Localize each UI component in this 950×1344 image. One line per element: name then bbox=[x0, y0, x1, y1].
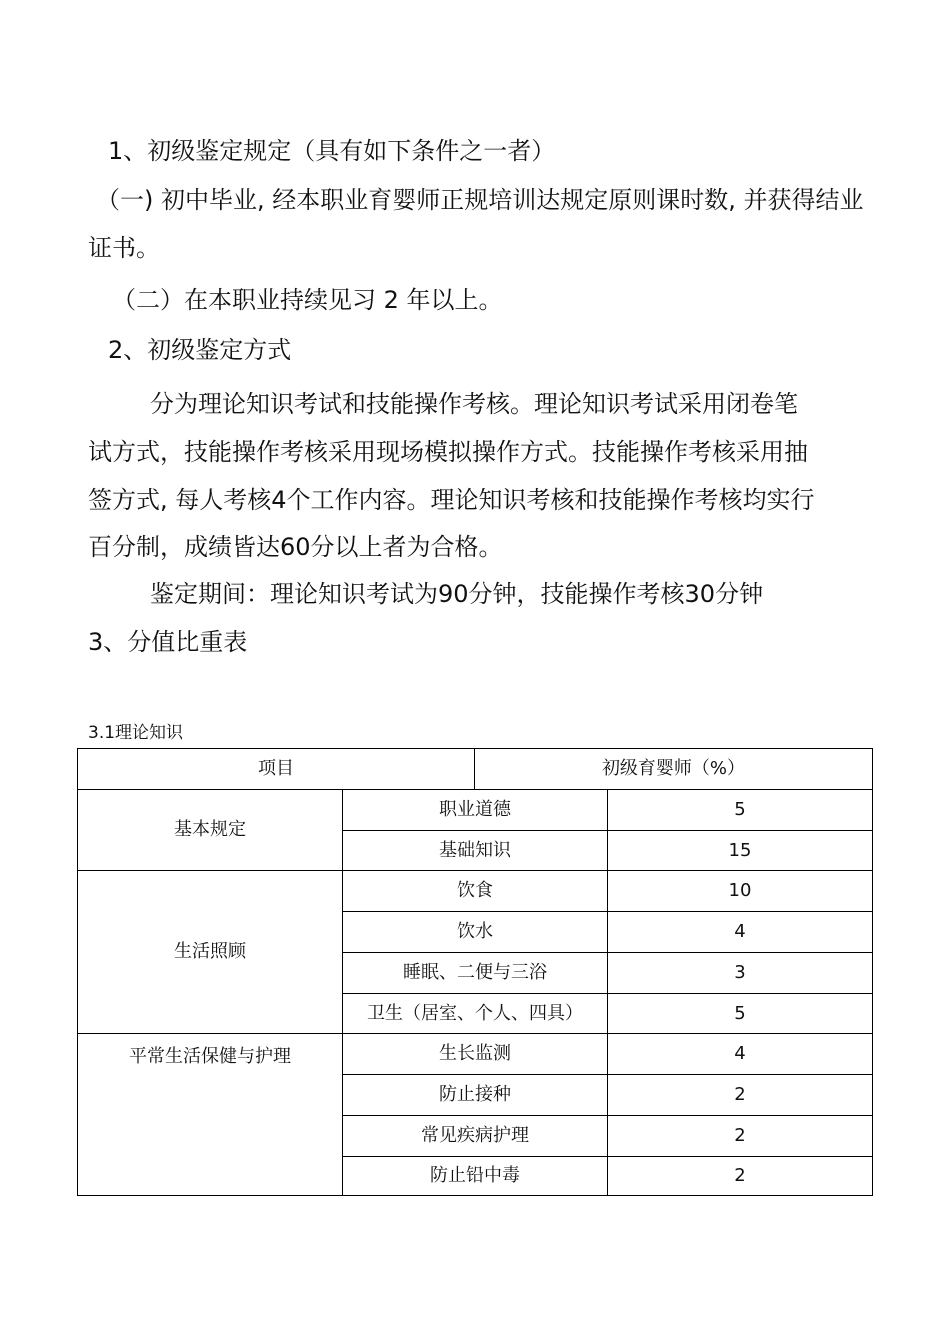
group-name: 平常生活保健与护理 bbox=[77, 1033, 343, 1196]
condition-1-line-2: 证书。 bbox=[88, 234, 160, 262]
table-row-value: 5 bbox=[607, 993, 873, 1034]
condition-2: （二）在本职业持续见习 2 年以上。 bbox=[112, 286, 503, 314]
header-level: 初级育婴师（%） bbox=[474, 748, 873, 790]
table-row-sub: 卫生（居室、个人、四具） bbox=[342, 993, 608, 1034]
table-row-value: 5 bbox=[607, 789, 873, 831]
method-line-4: 百分制，成绩皆达60分以上者为合格。 bbox=[88, 533, 503, 561]
table-row-sub: 饮食 bbox=[342, 870, 608, 912]
table-row-value: 3 bbox=[607, 952, 873, 994]
method-line-1: 分为理论知识考试和技能操作考核。理论知识考试采用闭卷笔 bbox=[150, 390, 798, 418]
table-row-sub: 防止接种 bbox=[342, 1074, 608, 1116]
table-row-sub: 职业道德 bbox=[342, 789, 608, 831]
section-2-heading: 2、初级鉴定方式 bbox=[108, 336, 292, 364]
table-row-sub: 基础知识 bbox=[342, 830, 608, 871]
table-row-sub: 睡眠、二便与三浴 bbox=[342, 952, 608, 994]
table-row-sub: 防止铅中毒 bbox=[342, 1156, 608, 1196]
table-row-sub: 饮水 bbox=[342, 911, 608, 953]
table-row-value: 15 bbox=[607, 830, 873, 871]
group-name: 基本规定 bbox=[77, 789, 343, 871]
table-row-value: 2 bbox=[607, 1156, 873, 1196]
group-name: 生活照顾 bbox=[77, 870, 343, 1034]
table-row-value: 4 bbox=[607, 911, 873, 953]
table-row-value: 2 bbox=[607, 1115, 873, 1157]
table-row-value: 4 bbox=[607, 1033, 873, 1075]
table-row-sub: 常见疾病护理 bbox=[342, 1115, 608, 1157]
condition-1-line-1: （一) 初中毕业, 经本职业育婴师正规培训达规定原则课时数, 并获得结业 bbox=[96, 186, 864, 214]
score-weight-table bbox=[77, 748, 873, 1196]
section-1-heading: 1、初级鉴定规定（具有如下条件之一者） bbox=[108, 137, 556, 165]
table-row-value: 10 bbox=[607, 870, 873, 912]
header-item: 项目 bbox=[77, 748, 475, 790]
duration-line: 鉴定期间：理论知识考试为90分钟，技能操作考核30分钟 bbox=[150, 580, 764, 608]
method-line-2: 试方式，技能操作考核采用现场模拟操作方式。技能操作考核采用抽 bbox=[88, 438, 808, 466]
method-line-3: 签方式, 每人考核4个工作内容。理论知识考核和技能操作考核均实行 bbox=[88, 486, 815, 514]
section-3-heading: 3、分值比重表 bbox=[88, 628, 248, 656]
table-row-value: 2 bbox=[607, 1074, 873, 1116]
table-row-sub: 生长监测 bbox=[342, 1033, 608, 1075]
table-caption: 3.1理论知识 bbox=[88, 723, 184, 743]
